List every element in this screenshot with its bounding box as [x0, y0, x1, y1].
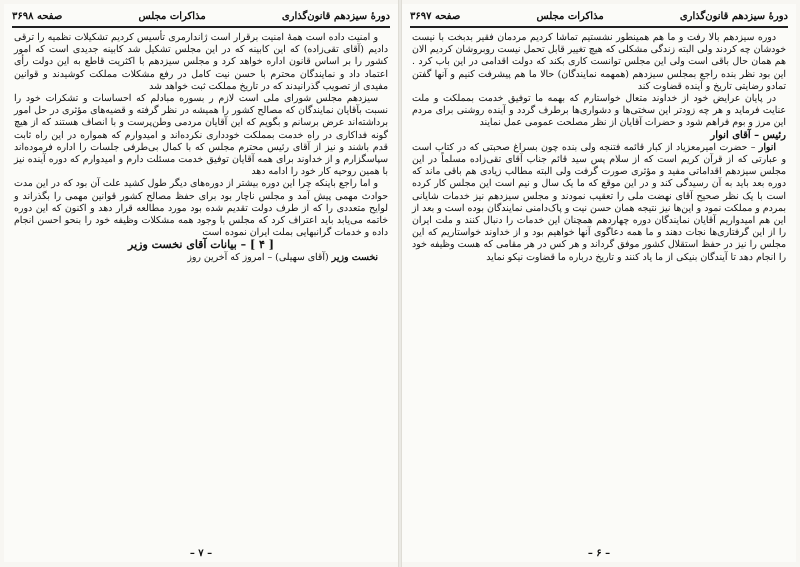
right-page-footer-number: – ۶ –: [587, 548, 611, 559]
left-header-rule: [12, 26, 390, 28]
left-pm-speaker: نخست وزیر: [331, 251, 378, 263]
right-speaker-heading: رئیس – آقای انوار: [710, 129, 786, 141]
left-header-title: دورهٔ سیزدهم قانون‌گذاری: [281, 10, 390, 22]
left-paragraph-2: سیزدهم مجلس شورای ملی است لازم ر بسوره مبادلم که احساسات و تشکرات خود را نسبت بآقایان نمایندگان که مصالح کشور را همیشه در نظر گرفته و قضیه‌های مؤثری در حل امور برداشته‌اند عرض برسانم و بگویم که این آقایان مردمی وطن‌پرست و با انصاف هستند که از هیچ گونه فداکاری در راه خدمت بمملکت خودداری نکرده‌اند و امیدوارم که همواره در این راه ثابت قدم باشند و نیز از آقای رئیس محترم مجلس که با کمال بی‌طرفی جلسات را اداره فرموده‌اند سپاسگزارم و از خداوند برای همه آقایان توفیق خدمت مسئلت دارم و امیدوارم که دوره آینده نیز با همین روحیه کار خود را ادامه دهد: [14, 93, 388, 178]
right-header-page-number: صفحه ۳۶۹۷: [410, 10, 461, 22]
left-pm-speech: [14, 252, 388, 264]
left-section-heading: [ ۴ ] – بیانات آقای نخست وزیر: [128, 238, 274, 252]
left-page-header: [12, 8, 390, 24]
right-header-rule: [410, 26, 788, 28]
left-page-body: [14, 32, 388, 544]
left-page-footer-number: – ۷ –: [189, 548, 213, 559]
right-header-center: مذاکرات مجلس: [536, 10, 604, 22]
right-page: [402, 4, 796, 562]
left-header-center: مذاکرات مجلس: [138, 10, 206, 22]
right-speech: [412, 142, 786, 264]
right-speech-speaker: انوار: [758, 141, 776, 153]
right-page-header: [410, 8, 788, 24]
right-speech-text: – حضرت امیرمعزیاد از کبار قائمه فتنجه ولی بنده چون بسراغ صحبتی که در کتاب است و عبارتی که از قرآن کریم است که از سلام پس سید قائم جناب آقای تقی‌زاده مسلماً در این مجلس سیزدهم اقداماتی مفید و مؤثری صورت گرفت ولی البته مطالب زیادی هم باقی ماند که دوره بعد باید به آن رسیدگی کند و در این موقع که ما یک سال و نیم است این مجلس کار کرده است با یک نظر صحیح آقای نهضت ملی را تعقیب نمودند و مجلس سیزدهم نیز خدمات شایانی بمردم و مملکت نمود و این‌ها نیز نتیجه همان حسن نیت و پاک‌دامنی نمایندگان بوده است و بعد از این هم امیدواریم آقایان نمایندگان دوره چهاردهم همچنان این خدمات را دنبال کنند و ملت ایران را از این گرفتاری‌ها نجات دهند و ما همه دعاگوی آنها خواهیم بود و از خداوند خواستاریم که این مجلس را نیز در حفظ استقلال کشور موفق گرداند و هر کس در هر مقامی که هست وظیفه خود را انجام دهد تا آیندگان بنیکی از ما یاد کنند و تاریخ درباره ما قضاوت نیکو نماید: [412, 141, 786, 263]
left-header-page-number: صفحه ۳۶۹۸: [12, 10, 63, 22]
left-paragraph-1: و امنیت داده است همهٔ امنیت برقرار است ژاندارمری تأسیس کردیم تشکیلات نظمیه را ترقی دادیم (آقای تقی‌زاده) که این کابینه که در این مجلس تشکیل شد کابینه جدیدی است که امور کشور را بر اساس قانون اداره خواهد کرد و مجلس سیزدهم با اکثریت قاطع به این دولت رأی اعتماد داد و نمایندگان محترم با حسن نیت کامل در رفع مشکلات مملکت کوشیدند و قوانین مفیدی از تصویب گذرانیدند که در تاریخ مملکت ثبت خواهد شد: [14, 32, 388, 92]
right-paragraph-2: در پایان عرایض خود از خداوند متعال خواستارم که بهمه ما توفیق خدمت بمملکت و ملت عنایت فرماید و هر چه زودتر این سختی‌ها و دشواری‌ها برطرف گردد و آینده روشنی برای مردم این مرز و بوم فراهم شود و حضرات آقایان از نظر مصلحت عمومی عمل نمایند: [412, 93, 786, 129]
right-header-title: دورهٔ سیزدهم قانون‌گذاری: [679, 10, 788, 22]
right-paragraph-1: دوره سیزدهم بالا رفت و ما هم همینطور نشستیم تماشا کردیم مردمان فقیر بدبخت با نیست خودشان چه کردند ولی البته زندگی مشکلی که هیچ تغییر قابل تحمل نیست روبروشان کردیم الان هم همان حال باقی است ولی این مجلس توانست کاری بکند که دولت اقدامی در این باب کرد . این بود نظر بنده راجع بمجلس سیزدهم (همهمه نمایندگان) حالا ما هم پیشرفت کنیم و آنها گفتن تمادو رضایتی تاریخ و آینده قضاوت کند: [412, 32, 786, 92]
left-pm-text: (آقای سهیلی) – امروز که آخرین روز: [187, 251, 329, 263]
left-paragraph-3: و اما راجع باینکه چرا این دوره بیشتر از دوره‌های دیگر طول کشید علت آن بود که در این مدت حوادث مهمی پیش آمد و مجلس ناچار بود برای حفظ مصالح کشور قوانین مهمی را بگذراند و لوایح متعددی را که از طرف دولت تقدیم شده بود مورد مطالعه قرار دهد و اکنون که این دوره خاتمه می‌یابد باید اعتراف کرد که مجلس با وجود همه مشکلات وظیفه خود را بنحو احسن انجام داده و خدمات گرانبهایی بملت ایران نموده است: [14, 178, 388, 239]
right-page-body: [412, 32, 786, 544]
left-page: [4, 4, 398, 562]
